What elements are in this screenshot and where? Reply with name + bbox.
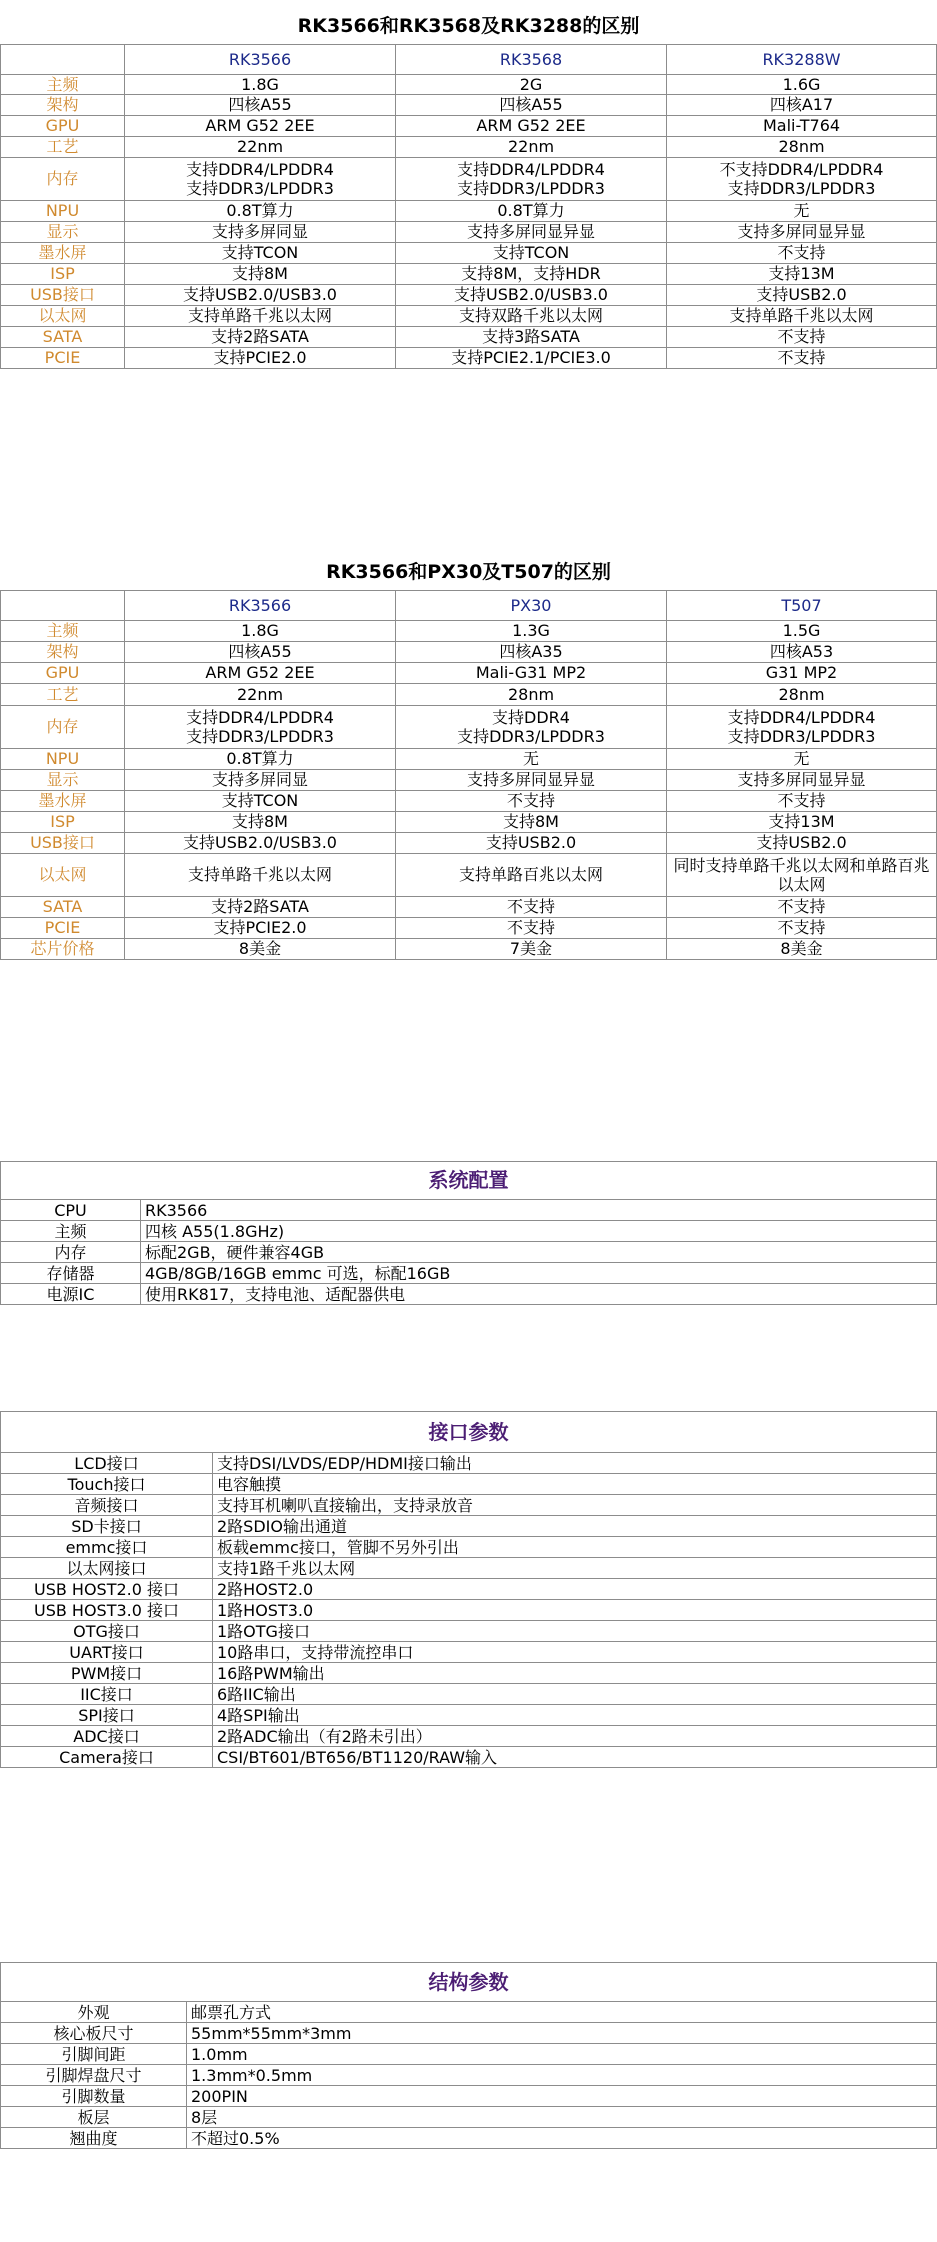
t1-header-rk3288w: RK3288W	[667, 44, 937, 74]
t1-cell: 支持单路千兆以太网	[667, 305, 937, 326]
if-key: SPI接口	[1, 1705, 213, 1726]
t1-cell: 0.8T算力	[396, 200, 667, 221]
st-row	[1, 2023, 937, 2044]
t2-header-px30: PX30	[396, 590, 667, 620]
t1-cell: 28nm	[667, 136, 937, 157]
if-value: 支持DSI/LVDS/EDP/HDMI接口输出	[213, 1453, 937, 1474]
t1-row-label: 架构	[1, 94, 125, 115]
t2-row	[1, 832, 937, 853]
if-value: 1路OTG接口	[213, 1621, 937, 1642]
sys-row	[1, 1242, 937, 1263]
t2-row-label: NPU	[1, 748, 125, 769]
st-row	[1, 2107, 937, 2128]
if-key: Camera接口	[1, 1747, 213, 1768]
sys-value: RK3566	[141, 1200, 937, 1221]
t1-cell: 支持DDR4/LPDDR4 支持DDR3/LPDDR3	[125, 157, 396, 200]
st-title-row	[1, 1963, 937, 2002]
sys-key: 电源IC	[1, 1284, 141, 1305]
t2-cell: 支持DDR4/LPDDR4 支持DDR3/LPDDR3	[125, 705, 396, 748]
t2-cell: 支持多屏同显异显	[667, 769, 937, 790]
st-key: 引脚间距	[1, 2044, 187, 2065]
if-value: 2路SDIO输出通道	[213, 1516, 937, 1537]
t2-cell: 支持USB2.0	[667, 832, 937, 853]
system-config-table	[0, 1161, 937, 1305]
t2-cell: 支持8M	[396, 811, 667, 832]
t2-cell: 7美金	[396, 938, 667, 959]
if-row	[1, 1726, 937, 1747]
t1-cell: 不支持	[667, 326, 937, 347]
t2-cell: 28nm	[396, 683, 667, 705]
st-key: 引脚数量	[1, 2086, 187, 2107]
t1-row-label: 内存	[1, 157, 125, 200]
st-value: 不超过0.5%	[187, 2128, 937, 2149]
if-title: 接口参数	[1, 1412, 937, 1453]
t2-cell: 四核A55	[125, 641, 396, 662]
t2-title-row	[1, 556, 937, 590]
t2-row	[1, 811, 937, 832]
t1-cell: 支持8M	[125, 263, 396, 284]
t1-row	[1, 326, 937, 347]
t1-cell: 1.6G	[667, 74, 937, 94]
t1-cell: Mali-T764	[667, 115, 937, 136]
sys-key: 内存	[1, 1242, 141, 1263]
sys-value: 四核 A55(1.8GHz)	[141, 1221, 937, 1242]
if-value: 支持耳机喇叭直接输出，支持录放音	[213, 1495, 937, 1516]
t2-row-label: 芯片价格	[1, 938, 125, 959]
t1-row-label: ISP	[1, 263, 125, 284]
t2-row	[1, 620, 937, 641]
if-row	[1, 1453, 937, 1474]
t2-cell: 支持DDR4 支持DDR3/LPDDR3	[396, 705, 667, 748]
t1-row	[1, 74, 937, 94]
t2-cell: 支持2路SATA	[125, 896, 396, 917]
t2-cell: 无	[396, 748, 667, 769]
t1-cell: 支持PCIE2.0	[125, 347, 396, 368]
t2-row-label: SATA	[1, 896, 125, 917]
t2-cell: 1.8G	[125, 620, 396, 641]
t2-header-rk3566: RK3566	[125, 590, 396, 620]
if-key: UART接口	[1, 1642, 213, 1663]
st-title: 结构参数	[1, 1963, 937, 2002]
t1-cell: 支持2路SATA	[125, 326, 396, 347]
t2-cell: 四核A35	[396, 641, 667, 662]
t2-cell: 8美金	[667, 938, 937, 959]
t1-row-label: 工艺	[1, 136, 125, 157]
t1-row-label: SATA	[1, 326, 125, 347]
t1-cell: 22nm	[125, 136, 396, 157]
if-key: OTG接口	[1, 1621, 213, 1642]
t1-cell: 支持13M	[667, 263, 937, 284]
if-value: 2路HOST2.0	[213, 1579, 937, 1600]
t1-cell: 支持TCON	[125, 242, 396, 263]
t2-cell: 28nm	[667, 683, 937, 705]
t1-row-label: PCIE	[1, 347, 125, 368]
t1-row	[1, 263, 937, 284]
t2-row	[1, 683, 937, 705]
t1-row-label: 墨水屏	[1, 242, 125, 263]
sys-row	[1, 1263, 937, 1284]
t2-row-label: PCIE	[1, 917, 125, 938]
t1-cell: 1.8G	[125, 74, 396, 94]
sys-row	[1, 1200, 937, 1221]
t1-header-rk3568: RK3568	[396, 44, 667, 74]
t2-row-label: 工艺	[1, 683, 125, 705]
t1-cell: 0.8T算力	[125, 200, 396, 221]
t1-cell: 支持多屏同显异显	[667, 221, 937, 242]
sys-title: 系统配置	[1, 1162, 937, 1200]
if-key: 以太网接口	[1, 1558, 213, 1579]
t1-cell: 不支持	[667, 347, 937, 368]
t2-cell: 支持多屏同显	[125, 769, 396, 790]
t1-cell: 支持多屏同显	[125, 221, 396, 242]
t2-cell: 不支持	[667, 917, 937, 938]
t1-row	[1, 200, 937, 221]
st-key: 翘曲度	[1, 2128, 187, 2149]
if-value: 10路串口，支持带流控串口	[213, 1642, 937, 1663]
t1-cell: 支持8M，支持HDR	[396, 263, 667, 284]
t2-title: RK3566和PX30及T507的区别	[1, 556, 937, 590]
t1-title: RK3566和RK3568及RK3288的区别	[297, 15, 640, 38]
t2-cell: 四核A53	[667, 641, 937, 662]
t1-title-row	[1, 10, 937, 44]
t2-cell: 支持13M	[667, 811, 937, 832]
if-key: SD卡接口	[1, 1516, 213, 1537]
if-title-row	[1, 1412, 937, 1453]
t1-cell: 四核A17	[667, 94, 937, 115]
t1-cell: 支持TCON	[396, 242, 667, 263]
t1-row-label: GPU	[1, 115, 125, 136]
st-row	[1, 2086, 937, 2107]
t1-cell: ARM G52 2EE	[125, 115, 396, 136]
t2-cell: 同时支持单路千兆以太网和单路百兆以太网	[667, 853, 937, 896]
if-row	[1, 1579, 937, 1600]
t2-row-label: 内存	[1, 705, 125, 748]
sys-title-row	[1, 1162, 937, 1200]
t1-cell: 支持PCIE2.1/PCIE3.0	[396, 347, 667, 368]
if-key: emmc接口	[1, 1537, 213, 1558]
t2-cell: 支持8M	[125, 811, 396, 832]
t2-cell: 1.5G	[667, 620, 937, 641]
if-row	[1, 1684, 937, 1705]
t1-cell: 支持双路千兆以太网	[396, 305, 667, 326]
if-value: 16路PWM输出	[213, 1663, 937, 1684]
if-key: USB HOST2.0 接口	[1, 1579, 213, 1600]
t2-cell: ARM G52 2EE	[125, 662, 396, 683]
if-row	[1, 1747, 937, 1768]
t1-row	[1, 115, 937, 136]
if-key: LCD接口	[1, 1453, 213, 1474]
st-value: 邮票孔方式	[187, 2002, 937, 2023]
t1-row-label: USB接口	[1, 284, 125, 305]
if-value: 4路SPI输出	[213, 1705, 937, 1726]
structure-params-table	[0, 1962, 937, 2149]
t1-cell: 无	[667, 200, 937, 221]
if-key: PWM接口	[1, 1663, 213, 1684]
sys-row	[1, 1284, 937, 1305]
if-row	[1, 1558, 937, 1579]
t2-cell: 支持PCIE2.0	[125, 917, 396, 938]
t1-cell: 不支持	[667, 242, 937, 263]
t2-row	[1, 853, 937, 896]
if-value: 板载emmc接口，管脚不另外引出	[213, 1537, 937, 1558]
t1-cell: 支持USB2.0/USB3.0	[396, 284, 667, 305]
t1-cell: 支持USB2.0	[667, 284, 937, 305]
st-key: 外观	[1, 2002, 187, 2023]
sys-value: 使用RK817，支持电池、适配器供电	[141, 1284, 937, 1305]
t2-row-label: GPU	[1, 662, 125, 683]
t2-row	[1, 641, 937, 662]
if-value: 6路IIC输出	[213, 1684, 937, 1705]
st-value: 1.0mm	[187, 2044, 937, 2065]
t1-body	[1, 10, 937, 368]
t2-row-label: 墨水屏	[1, 790, 125, 811]
sys-body	[1, 1162, 937, 1305]
t2-cell: 不支持	[396, 896, 667, 917]
if-row	[1, 1516, 937, 1537]
sys-key: 存储器	[1, 1263, 141, 1284]
st-body	[1, 1963, 937, 2149]
t1-row	[1, 347, 937, 368]
if-value: CSI/BT601/BT656/BT1120/RAW输入	[213, 1747, 937, 1768]
t2-cell: 支持USB2.0/USB3.0	[125, 832, 396, 853]
t2-row-label: 主频	[1, 620, 125, 641]
comparison-table-px30-t507	[0, 556, 937, 960]
if-row	[1, 1663, 937, 1684]
t2-row-label: 显示	[1, 769, 125, 790]
t1-cell: 支持多屏同显异显	[396, 221, 667, 242]
if-key: Touch接口	[1, 1474, 213, 1495]
t1-header-empty	[1, 44, 125, 74]
st-key: 引脚焊盘尺寸	[1, 2065, 187, 2086]
st-row	[1, 2128, 937, 2149]
st-row	[1, 2044, 937, 2065]
t2-cell: 支持多屏同显异显	[396, 769, 667, 790]
t2-cell: 无	[667, 748, 937, 769]
t2-row	[1, 896, 937, 917]
t2-header-t507: T507	[667, 590, 937, 620]
if-row	[1, 1495, 937, 1516]
t2-row-label: USB接口	[1, 832, 125, 853]
t2-cell: G31 MP2	[667, 662, 937, 683]
t2-cell: 1.3G	[396, 620, 667, 641]
t1-cell: ARM G52 2EE	[396, 115, 667, 136]
t1-cell: 22nm	[396, 136, 667, 157]
t2-cell: 不支持	[667, 790, 937, 811]
st-row	[1, 2002, 937, 2023]
sys-row	[1, 1221, 937, 1242]
t2-row	[1, 705, 937, 748]
interface-params-table	[0, 1411, 937, 1768]
t2-cell: 支持单路千兆以太网	[125, 853, 396, 896]
t1-row	[1, 136, 937, 157]
t1-cell: 支持单路千兆以太网	[125, 305, 396, 326]
t1-row	[1, 242, 937, 263]
t1-row	[1, 94, 937, 115]
sys-key: 主频	[1, 1221, 141, 1242]
if-value: 1路HOST3.0	[213, 1600, 937, 1621]
if-value: 2路ADC输出（有2路未引出）	[213, 1726, 937, 1747]
if-key: IIC接口	[1, 1684, 213, 1705]
st-value: 1.3mm*0.5mm	[187, 2065, 937, 2086]
t2-cell: 8美金	[125, 938, 396, 959]
if-key: 音频接口	[1, 1495, 213, 1516]
st-value: 55mm*55mm*3mm	[187, 2023, 937, 2044]
t1-cell: 支持USB2.0/USB3.0	[125, 284, 396, 305]
st-row	[1, 2065, 937, 2086]
sys-value: 4GB/8GB/16GB emmc 可选，标配16GB	[141, 1263, 937, 1284]
t1-row-label: NPU	[1, 200, 125, 221]
t1-cell: 2G	[396, 74, 667, 94]
st-key: 板层	[1, 2107, 187, 2128]
t2-row	[1, 662, 937, 683]
t1-row	[1, 221, 937, 242]
if-row	[1, 1600, 937, 1621]
st-value: 8层	[187, 2107, 937, 2128]
t2-cell: 22nm	[125, 683, 396, 705]
t2-row-label: 以太网	[1, 853, 125, 896]
st-key: 核心板尺寸	[1, 2023, 187, 2044]
if-key: USB HOST3.0 接口	[1, 1600, 213, 1621]
t2-cell: 支持单路百兆以太网	[396, 853, 667, 896]
if-row	[1, 1705, 937, 1726]
t2-row	[1, 790, 937, 811]
t2-row	[1, 748, 937, 769]
t1-row-label: 主频	[1, 74, 125, 94]
t1-cell: 四核A55	[396, 94, 667, 115]
sys-key: CPU	[1, 1200, 141, 1221]
t2-row	[1, 917, 937, 938]
t2-header-empty	[1, 590, 125, 620]
t2-cell: 不支持	[396, 790, 667, 811]
if-body	[1, 1412, 937, 1768]
t2-row-label: ISP	[1, 811, 125, 832]
t1-header-row	[1, 44, 937, 74]
t2-cell: 不支持	[396, 917, 667, 938]
t1-cell: 支持DDR4/LPDDR4 支持DDR3/LPDDR3	[396, 157, 667, 200]
if-row	[1, 1621, 937, 1642]
t1-cell: 四核A55	[125, 94, 396, 115]
t2-body	[1, 556, 937, 959]
st-value: 200PIN	[187, 2086, 937, 2107]
t1-cell: 不支持DDR4/LPDDR4 支持DDR3/LPDDR3	[667, 157, 937, 200]
t2-row-label: 架构	[1, 641, 125, 662]
t2-cell: 支持USB2.0	[396, 832, 667, 853]
t2-header-row	[1, 590, 937, 620]
t2-row	[1, 938, 937, 959]
sys-value: 标配2GB，硬件兼容4GB	[141, 1242, 937, 1263]
t2-cell: 0.8T算力	[125, 748, 396, 769]
t1-row-label: 以太网	[1, 305, 125, 326]
t1-cell: 支持3路SATA	[396, 326, 667, 347]
t1-row	[1, 305, 937, 326]
t1-header-rk3566: RK3566	[125, 44, 396, 74]
t2-cell: 不支持	[667, 896, 937, 917]
t2-cell: 支持DDR4/LPDDR4 支持DDR3/LPDDR3	[667, 705, 937, 748]
t1-row	[1, 284, 937, 305]
t2-cell: 支持TCON	[125, 790, 396, 811]
t1-row	[1, 157, 937, 200]
if-row	[1, 1474, 937, 1495]
if-key: ADC接口	[1, 1726, 213, 1747]
if-value: 电容触摸	[213, 1474, 937, 1495]
t2-cell: Mali-G31 MP2	[396, 662, 667, 683]
if-row	[1, 1642, 937, 1663]
t2-row	[1, 769, 937, 790]
t1-row-label: 显示	[1, 221, 125, 242]
if-row	[1, 1537, 937, 1558]
if-value: 支持1路千兆以太网	[213, 1558, 937, 1579]
comparison-table-rk3568-rk3288	[0, 10, 937, 369]
